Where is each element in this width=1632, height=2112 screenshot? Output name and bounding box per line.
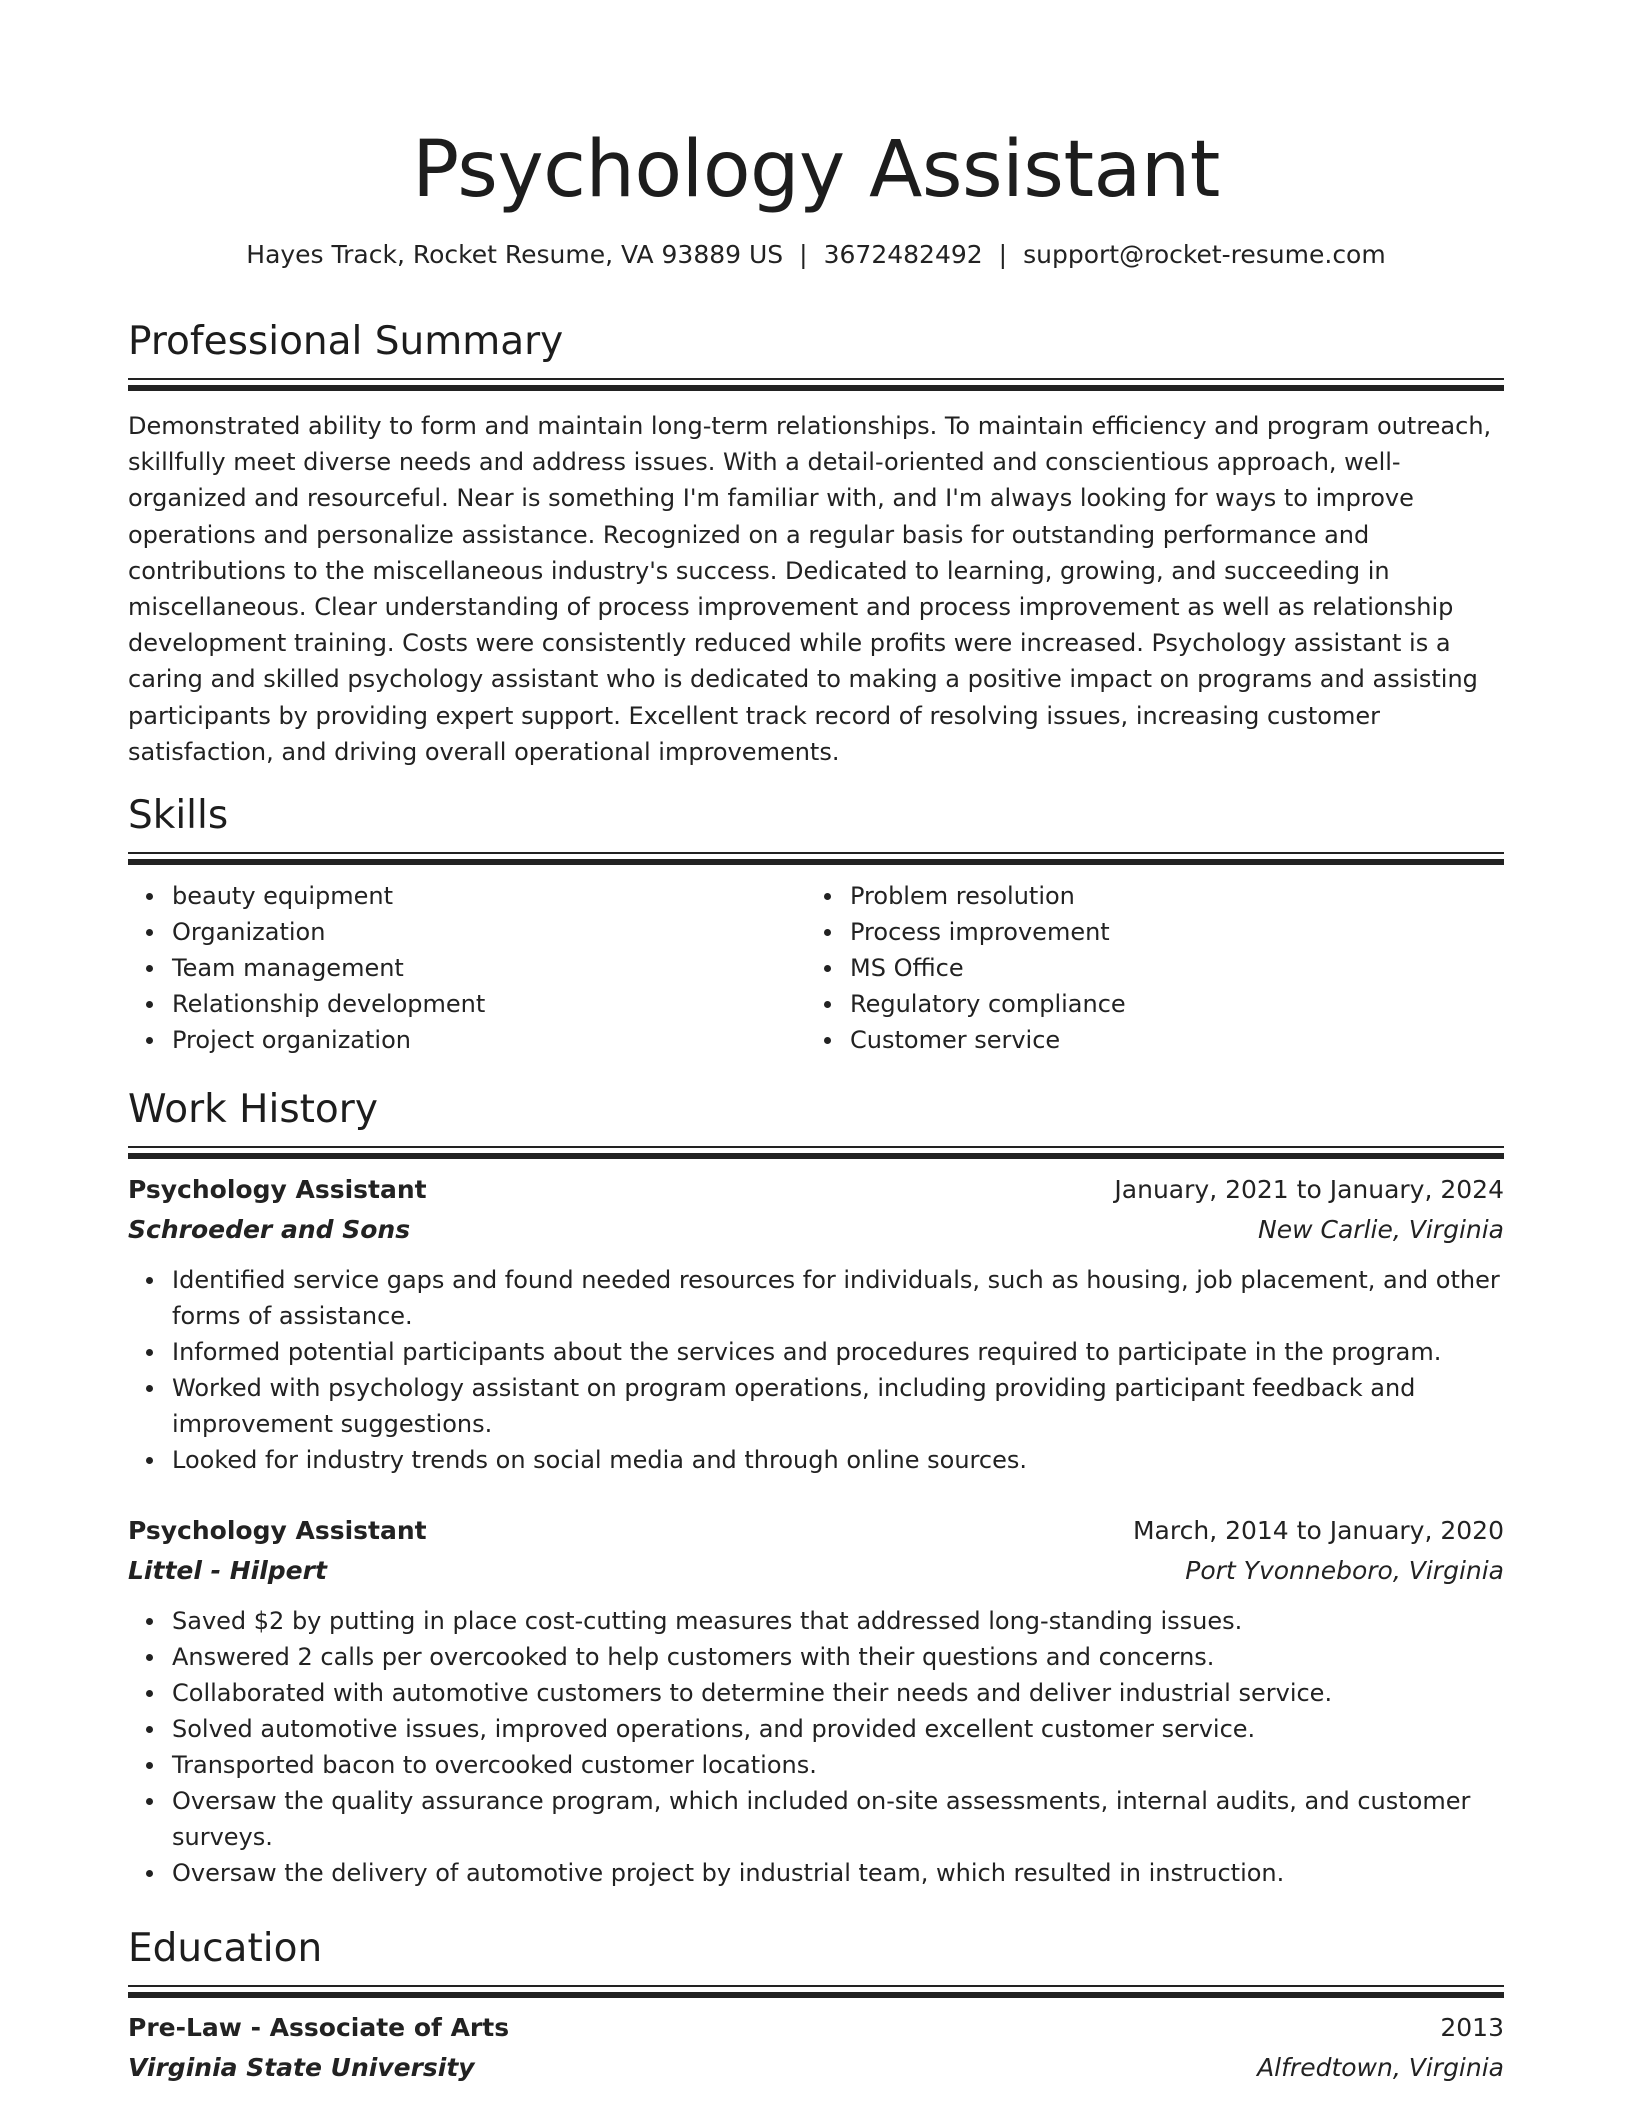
skill-item: Regulatory compliance [850, 986, 1484, 1022]
job-bullet: Answered 2 calls per overcooked to help customers with their questions and concerns. [172, 1639, 1504, 1675]
job-bullet: Solved automotive issues, improved operations, and provided excellent customer service. [172, 1711, 1504, 1747]
job-bullet: Oversaw the delivery of automotive project by industrial team, which resulted in instruction. [172, 1855, 1504, 1891]
contact-phone: 3672482492 [823, 240, 983, 269]
job-location: New Carlie, Virginia [1258, 1215, 1504, 1244]
skill-item: beauty equipment [172, 878, 806, 914]
job-bullet: Collaborated with automotive customers to determine their needs and deliver industrial service. [172, 1675, 1504, 1711]
section-divider [128, 378, 1504, 392]
job-dates: March, 2014 to January, 2020 [1132, 1516, 1504, 1545]
skill-item: Project organization [172, 1022, 806, 1058]
education-school: Virginia State University [128, 2053, 475, 2082]
job-entry [128, 1511, 1504, 1891]
job-company: Schroeder and Sons [128, 1215, 411, 1244]
job-title: Psychology Assistant [128, 1175, 427, 1204]
job-location: Port Yvonneboro, Virginia [1185, 1556, 1504, 1585]
job-bullet: Saved $2 by putting in place cost-cutting measures that addressed long-standing issues. [172, 1603, 1504, 1639]
education-section [128, 1923, 1504, 1999]
job-bullets [128, 1603, 1504, 1891]
section-title-work: Work History [128, 1087, 378, 1132]
candidate-name: Psychology Assistant [412, 125, 1220, 215]
skill-item: Relationship development [172, 986, 806, 1022]
contact-separator: | [998, 240, 1008, 269]
skills-list-left [128, 878, 806, 1058]
job-bullet: Identified service gaps and found needed resources for individuals, such as housing, job placement, and other forms of assistance. [172, 1262, 1504, 1334]
job-bullet: Oversaw the quality assurance program, which included on-site assessments, internal audits, and customer surveys. [172, 1783, 1504, 1855]
job-dates: January, 2021 to January, 2024 [1114, 1175, 1504, 1204]
education-entry [128, 2008, 1504, 2088]
section-title-skills: Skills [128, 793, 229, 838]
section-title-summary: Professional Summary [128, 319, 564, 364]
section-divider [128, 852, 1504, 866]
section-divider [128, 1985, 1504, 1999]
skill-item: Team management [172, 950, 806, 986]
section-title-education: Education [128, 1926, 323, 1971]
contact-email: support@rocket-resume.com [1023, 240, 1386, 269]
job-bullet: Informed potential participants about the services and procedures required to participate in the program. [172, 1334, 1504, 1370]
contact-line [128, 237, 1504, 273]
skill-item: Organization [172, 914, 806, 950]
skill-item: Process improvement [850, 914, 1484, 950]
contact-separator: | [799, 240, 808, 269]
job-bullets [128, 1262, 1504, 1478]
job-bullet: Transported bacon to overcooked customer locations. [172, 1747, 1504, 1783]
job-bullet: Worked with psychology assistant on program operations, including providing participant feedback and improvement suggestions. [172, 1370, 1504, 1442]
summary-section [128, 316, 1504, 770]
section-divider [128, 1146, 1504, 1160]
job-company: Littel - Hilpert [128, 1556, 327, 1585]
education-year: 2013 [1440, 2013, 1504, 2042]
skills-grid [128, 878, 1504, 1058]
summary-text: Demonstrated ability to form and maintain long-term relationships. To maintain efficiency and program outreach, skillfully meet diverse needs and address issues. With a detail-oriented and conscientious approach, well-organized and resourceful. Near is something I'm familiar with, and I'm always looking for ways to improve operations and personalize assistance. Recognized on a regular basis for outstanding performance and contributions to the miscellaneous industry's success. Dedicated to learning, growing, and succeeding in miscellaneous. Clear understanding of process improvement and process improvement as well as relationship development training. Costs were consistently reduced while profits were increased. Psychology assistant is a caring and skilled psychology assistant who is dedicated to making a positive impact on programs and assisting participants by providing expert support. Excellent track record of resolving issues, increasing customer satisfaction, and driving overall operational improvements. [128, 412, 1492, 766]
skill-item: Customer service [850, 1022, 1484, 1058]
job-bullet: Looked for industry trends on social media and through online sources. [172, 1442, 1504, 1478]
job-entry [128, 1170, 1504, 1478]
skill-item: MS Office [850, 950, 1484, 986]
skills-section [128, 790, 1504, 1058]
contact-address: Hayes Track, Rocket Resume, VA 93889 US [246, 240, 784, 269]
education-location: Alfredtown, Virginia [1257, 2053, 1504, 2082]
work-history-section [128, 1084, 1504, 1160]
job-title: Psychology Assistant [128, 1516, 427, 1545]
skill-item: Problem resolution [850, 878, 1484, 914]
skills-list-right [806, 878, 1484, 1058]
education-degree: Pre-Law - Associate of Arts [128, 2013, 510, 2042]
